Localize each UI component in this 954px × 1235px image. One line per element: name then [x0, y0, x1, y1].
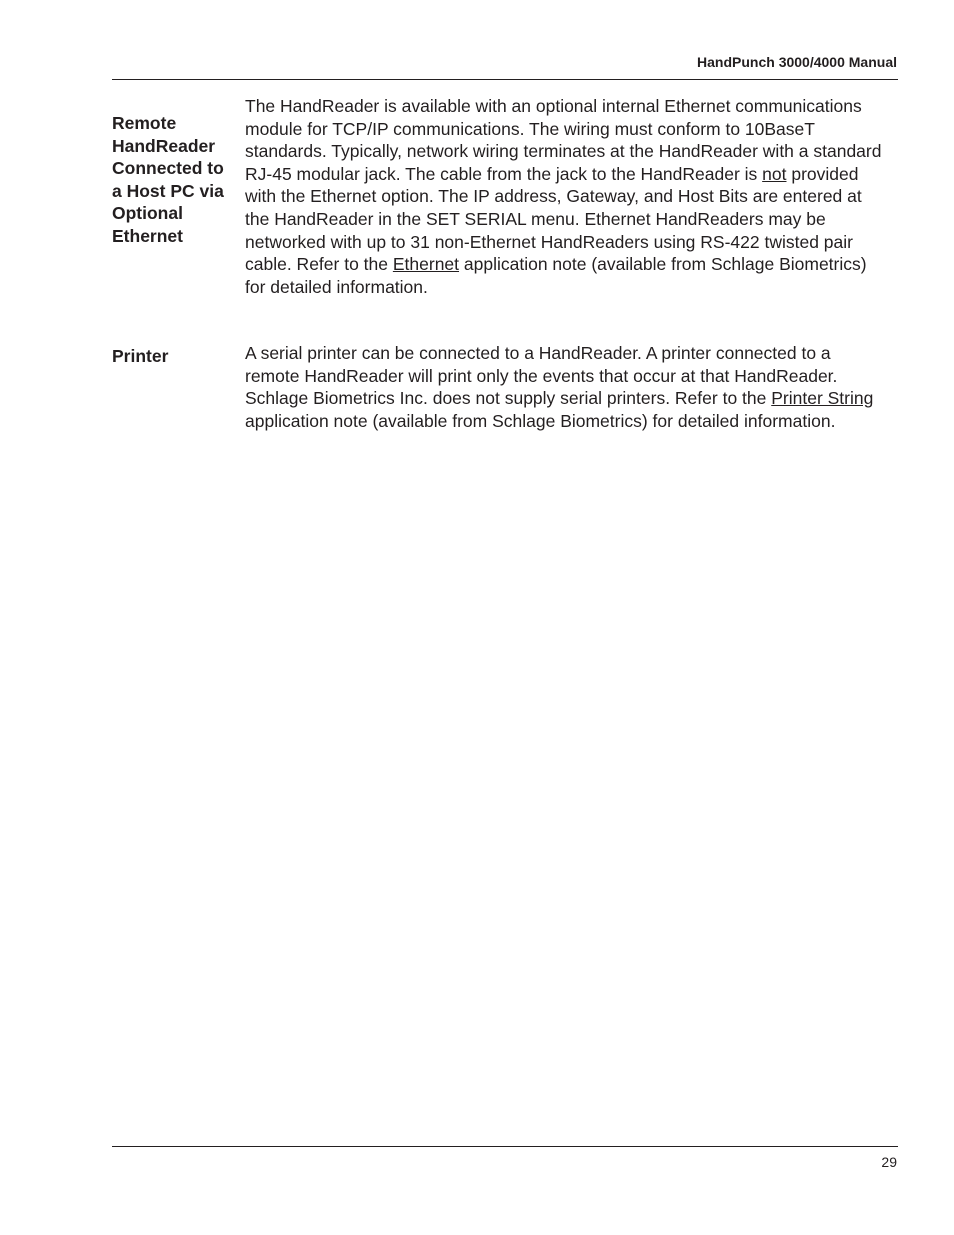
footer-rule: [112, 1146, 898, 1147]
ethernet-app-note-link[interactable]: Ethernet: [392, 254, 460, 275]
section-body-remote-ethernet: [245, 95, 885, 298]
section-body-printer: [245, 342, 885, 432]
body-text: application note (available from Schlage Biometrics) for detailed information.: [245, 410, 836, 431]
printer-string-app-note-link[interactable]: Printer String: [771, 388, 874, 409]
section-heading-remote-ethernet: Remote HandReader Connected to a Host PC via Optional Ethernet: [112, 113, 224, 246]
section-heading-printer: Printer: [112, 346, 169, 366]
page-number: 29: [881, 1154, 897, 1170]
body-text: application note (available from Schlage Biometrics) for detailed information.: [245, 254, 867, 297]
page-header-title: HandPunch 3000/4000 Manual: [697, 54, 897, 70]
body-text: The HandReader is available with an optional internal Ethernet communications module for TCP/IP communications. The wiring must conform to 10BaseT standards. Typically, network wiring terminates at the HandReader with a standard RJ-45 modular jack. The cable from the jack to the HandReader is: [245, 96, 882, 184]
header-rule: [112, 79, 898, 80]
body-text: A serial printer can be connected to a HandReader. A printer connected to a remote HandReader will print only the events that occur at that HandReader. Schlage Biometrics Inc. does not supply serial printers. Refer to the: [245, 343, 838, 409]
emphasis-not: not: [762, 163, 787, 184]
body-text: provided with the Ethernet option. The IP address, Gateway, and Host Bits are entered at the HandReader in the SET SERIAL menu. Ethernet HandReaders may be networked with up to 31 non-Ethernet HandReaders using RS-422 twisted pair cable. Refer to the: [245, 163, 862, 275]
